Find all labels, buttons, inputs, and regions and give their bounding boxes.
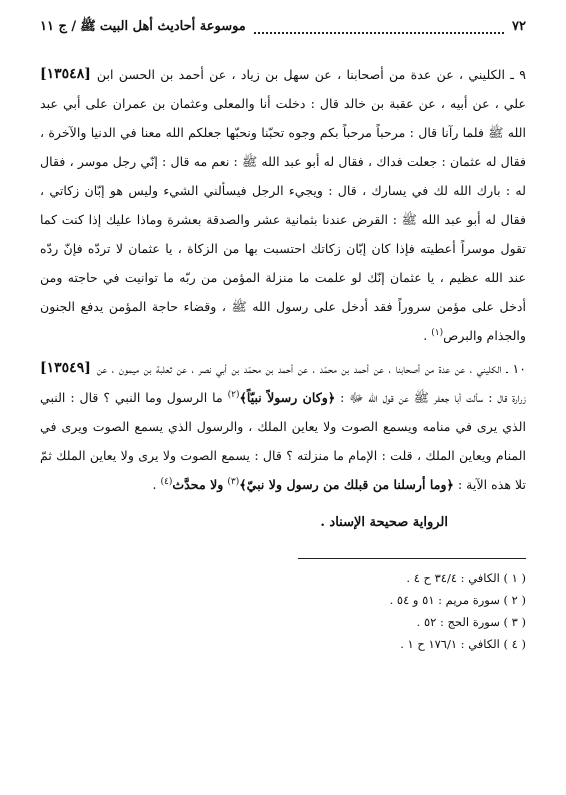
footnote-marker: (٣) [227,476,240,487]
hadith-text: ولا محدَّث [172,477,224,492]
hadith-text-end: . [152,477,157,492]
book-title: موسوعة أحاديث أهل البيت [99,19,246,34]
quran-verse: ﴿وكان رسولاً نبيّاً﴾ [239,390,336,405]
footnote-separator [298,558,526,559]
hadith-text: ما الرسول وما النبي ؟ قال : النبي الذي يرى في منامه ويسمع الصوت ولا يعاين الملك ، والرسول الذي يسمع الصوت ويرى في المنام ويعاين الملك ، قلت : الإمام ما منزلته ؟ قال : يسمع الصوت ولا يرى ولا يعاين الملك ثمّ تلا هذه الآية : [40,390,526,492]
volume-number: / ج ١١ [40,19,77,34]
footnote-item: ( ٢ ) سورة مريم : ٥١ و ٥٤ . [389,593,526,607]
hadith-number: [١٣٥٤٩] [40,360,91,376]
page-number: ٧٢ [512,19,526,34]
hadith-text-end: . [423,328,428,343]
footnotes [40,567,526,655]
header-dotted-leader [254,24,504,34]
hadith-13549 [40,354,526,499]
hadith-13548 [40,60,526,350]
footnote-item: ( ٣ ) سورة الحج : ٥٢ . [416,615,526,629]
footnote-item: ( ٤ ) الكافي : ١٧٦/١ ح ١ . [400,637,526,651]
chain-verdict: الرواية صحيحة الإسناد . [320,515,448,530]
quran-verse: ﴿وما أرسلنا من قبلك من رسول ولا نبيّ﴾ [239,477,454,492]
hadith-text: الكليني ، عن عدة من أصحابنا ، عن سهل بن زياد ، عن أحمد بن الحسن ابن علي ، عن أبيه ، عن عقبة بن خالد قال : دخلت أنا والمعلى وعثمان بن عمران على أبي عبد الله ﷺ فلما رآنا قال : مرحباً مرحباً بكم وجوه تحبّنا ونحبّها جعلكم الله معنا في الدنيا والآخرة ، فقال له عثمان : جعلت فداك ، فقال له أبو عبد الله ﷺ : نعم مه قال : إنّي رجل موسر ، فقال له : بارك الله لك في يسارك ، قال : ويجيء الرجل فيسألني الشيء وليس هو إبّان زكاتي ، فقال له أبو عبد الله ﷺ : القرض عندنا بثمانية عشر والصدقة بعشرة وماذا عليك إذا كنت كما تقول موسراً أعطيته فإذا كان إبّان زكاتك احتسبت بها من الزكاة ، يا عثمان لا تردّه فإنّ ردّه عند الله عظيم ، يا عثمان إنّك لو علمت ما منزلة المؤمن من ربّه ما توانيت في حاجته ومن أدخل على مؤمن سروراً فقد أدخل على رسول الله ﷺ ، وقضاء حاجة المؤمن يدفع الجنون والجذام والبرص [40,67,526,343]
hadith-number: [١٣٥٤٨] [40,66,91,82]
footnote-item: ( ١ ) الكافي : ٣٤/٤ ح ٤ . [406,571,526,585]
footnote-marker: (٢) [227,389,240,400]
running-title [40,18,246,37]
footnote-marker: (١) [431,327,444,338]
footnote-marker: (٤) [160,476,173,487]
book-page [40,18,526,785]
hadith-text: الكليني ، عن عدة من أصحابنا ، عن أحمد بن محمّد ، عن أحمد بن محمّد بن أبي نصر ، عن ثعلبة بن ميمون ، عن زرارة قال : سألت أبا جعفر ﷺ عن قول الله ﷻ : [96,361,526,405]
hadith-sequence: ١٠ ـ [506,361,526,376]
hadith-sequence: ٩ ـ [510,67,526,82]
page-header [40,18,526,40]
honorific-symbol: ﷺ [80,19,96,34]
